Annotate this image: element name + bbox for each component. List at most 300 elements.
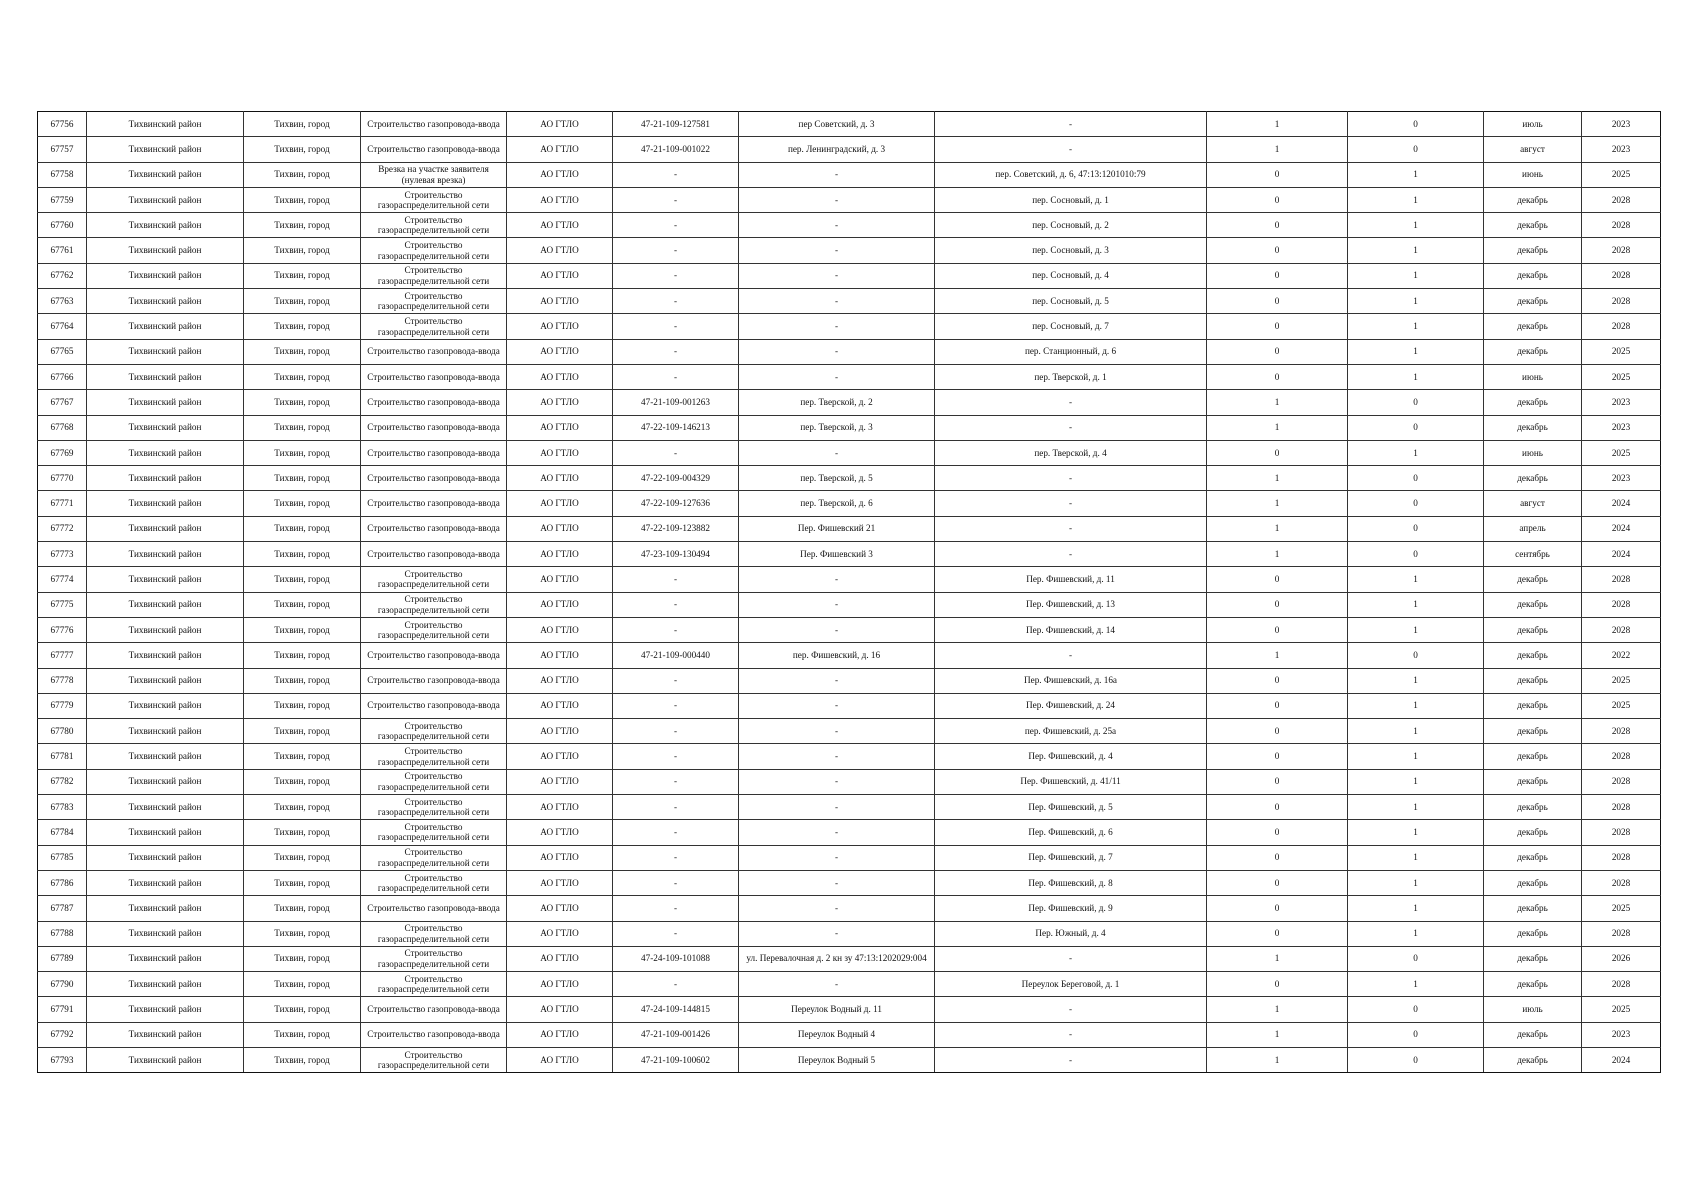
work-type-cell: Строительство газораспределительной сети	[361, 187, 507, 212]
organization-cell: АО ГТЛО	[507, 617, 613, 642]
count-b-cell: 1	[1348, 668, 1484, 693]
settlement-cell: Тихвин, город	[244, 744, 361, 769]
work-type-cell: Строительство газопровода-ввода	[361, 516, 507, 541]
year-cell: 2023	[1582, 1022, 1661, 1047]
work-type-cell: Строительство газораспределительной сети	[361, 1047, 507, 1072]
organization-cell: АО ГТЛО	[507, 870, 613, 895]
count-b-cell: 1	[1348, 795, 1484, 820]
count-b-cell: 0	[1348, 643, 1484, 668]
work-type-cell: Строительство газораспределительной сети	[361, 946, 507, 971]
applicant-address-cell: -	[739, 719, 935, 744]
application-number-cell: -	[613, 314, 739, 339]
organization-cell: АО ГТЛО	[507, 845, 613, 870]
application-number-cell: -	[613, 339, 739, 364]
settlement-cell: Тихвин, город	[244, 921, 361, 946]
application-number-cell: -	[613, 845, 739, 870]
organization-cell: АО ГТЛО	[507, 719, 613, 744]
count-a-cell: 0	[1207, 162, 1348, 187]
year-cell: 2025	[1582, 896, 1661, 921]
count-a-cell: 1	[1207, 491, 1348, 516]
table-row	[38, 415, 1661, 440]
application-number-cell: 47-21-109-100602	[613, 1047, 739, 1072]
year-cell: 2025	[1582, 693, 1661, 718]
year-cell: 2022	[1582, 643, 1661, 668]
count-a-cell: 0	[1207, 921, 1348, 946]
district-cell: Тихвинский район	[87, 339, 244, 364]
count-b-cell: 0	[1348, 390, 1484, 415]
settlement-cell: Тихвин, город	[244, 946, 361, 971]
month-cell: август	[1484, 137, 1582, 162]
organization-cell: АО ГТЛО	[507, 972, 613, 997]
settlement-cell: Тихвин, город	[244, 390, 361, 415]
table-row	[38, 769, 1661, 794]
application-number-cell: -	[613, 744, 739, 769]
organization-cell: АО ГТЛО	[507, 390, 613, 415]
work-type-cell: Строительство газораспределительной сети	[361, 921, 507, 946]
count-b-cell: 1	[1348, 339, 1484, 364]
count-a-cell: 0	[1207, 314, 1348, 339]
work-type-cell: Строительство газопровода-ввода	[361, 1022, 507, 1047]
table-row	[38, 187, 1661, 212]
organization-cell: АО ГТЛО	[507, 693, 613, 718]
work-type-cell: Врезка на участке заявителя (нулевая врезка)	[361, 162, 507, 187]
id-cell: 67785	[38, 845, 87, 870]
organization-cell: АО ГТЛО	[507, 263, 613, 288]
applicant-address-cell: Пер. Фишевский 21	[739, 516, 935, 541]
count-a-cell: 0	[1207, 744, 1348, 769]
month-cell: декабрь	[1484, 314, 1582, 339]
count-a-cell: 0	[1207, 213, 1348, 238]
year-cell: 2023	[1582, 466, 1661, 491]
district-cell: Тихвинский район	[87, 921, 244, 946]
count-a-cell: 0	[1207, 263, 1348, 288]
count-a-cell: 0	[1207, 845, 1348, 870]
month-cell: декабрь	[1484, 896, 1582, 921]
month-cell: июнь	[1484, 440, 1582, 465]
work-type-cell: Строительство газораспределительной сети	[361, 972, 507, 997]
id-cell: 67777	[38, 643, 87, 668]
applicant-address-cell: -	[739, 769, 935, 794]
applicant-address-cell: -	[739, 238, 935, 263]
work-type-cell: Строительство газораспределительной сети	[361, 820, 507, 845]
count-b-cell: 1	[1348, 820, 1484, 845]
object-address-cell: -	[935, 997, 1207, 1022]
month-cell: декабрь	[1484, 339, 1582, 364]
settlement-cell: Тихвин, город	[244, 567, 361, 592]
organization-cell: АО ГТЛО	[507, 339, 613, 364]
id-cell: 67770	[38, 466, 87, 491]
month-cell: декабрь	[1484, 263, 1582, 288]
work-type-cell: Строительство газопровода-ввода	[361, 466, 507, 491]
settlement-cell: Тихвин, город	[244, 845, 361, 870]
object-address-cell: Пер. Фишевский, д. 16а	[935, 668, 1207, 693]
year-cell: 2028	[1582, 238, 1661, 263]
district-cell: Тихвинский район	[87, 795, 244, 820]
year-cell: 2025	[1582, 997, 1661, 1022]
settlement-cell: Тихвин, город	[244, 896, 361, 921]
count-b-cell: 0	[1348, 997, 1484, 1022]
object-address-cell: пер. Тверской, д. 4	[935, 440, 1207, 465]
year-cell: 2023	[1582, 137, 1661, 162]
month-cell: декабрь	[1484, 845, 1582, 870]
settlement-cell: Тихвин, город	[244, 314, 361, 339]
document-page	[37, 111, 1660, 1073]
district-cell: Тихвинский район	[87, 112, 244, 137]
id-cell: 67776	[38, 617, 87, 642]
settlement-cell: Тихвин, город	[244, 972, 361, 997]
id-cell: 67773	[38, 542, 87, 567]
organization-cell: АО ГТЛО	[507, 289, 613, 314]
application-number-cell: 47-21-109-001022	[613, 137, 739, 162]
year-cell: 2028	[1582, 592, 1661, 617]
object-address-cell: -	[935, 415, 1207, 440]
month-cell: декабрь	[1484, 415, 1582, 440]
month-cell: декабрь	[1484, 187, 1582, 212]
district-cell: Тихвинский район	[87, 617, 244, 642]
object-address-cell: пер. Фишевский, д. 25а	[935, 719, 1207, 744]
district-cell: Тихвинский район	[87, 516, 244, 541]
work-type-cell: Строительство газопровода-ввода	[361, 390, 507, 415]
year-cell: 2025	[1582, 162, 1661, 187]
application-number-cell: 47-22-109-127636	[613, 491, 739, 516]
count-b-cell: 0	[1348, 946, 1484, 971]
object-address-cell: Пер. Фишевский, д. 4	[935, 744, 1207, 769]
table-row	[38, 921, 1661, 946]
object-address-cell: Пер. Фишевский, д. 11	[935, 567, 1207, 592]
work-type-cell: Строительство газопровода-ввода	[361, 896, 507, 921]
organization-cell: АО ГТЛО	[507, 921, 613, 946]
table-row	[38, 744, 1661, 769]
object-address-cell: пер. Сосновый, д. 5	[935, 289, 1207, 314]
year-cell: 2028	[1582, 870, 1661, 895]
id-cell: 67771	[38, 491, 87, 516]
count-a-cell: 1	[1207, 946, 1348, 971]
count-b-cell: 1	[1348, 263, 1484, 288]
district-cell: Тихвинский район	[87, 466, 244, 491]
district-cell: Тихвинский район	[87, 390, 244, 415]
object-address-cell: пер. Сосновый, д. 7	[935, 314, 1207, 339]
organization-cell: АО ГТЛО	[507, 314, 613, 339]
organization-cell: АО ГТЛО	[507, 567, 613, 592]
year-cell: 2028	[1582, 617, 1661, 642]
object-address-cell: -	[935, 542, 1207, 567]
organization-cell: АО ГТЛО	[507, 162, 613, 187]
application-number-cell: 47-22-109-004329	[613, 466, 739, 491]
application-number-cell: 47-23-109-130494	[613, 542, 739, 567]
id-cell: 67767	[38, 390, 87, 415]
applicant-address-cell: Переулок Водный 4	[739, 1022, 935, 1047]
id-cell: 67769	[38, 440, 87, 465]
table-row	[38, 339, 1661, 364]
year-cell: 2028	[1582, 744, 1661, 769]
month-cell: декабрь	[1484, 769, 1582, 794]
id-cell: 67786	[38, 870, 87, 895]
month-cell: декабрь	[1484, 213, 1582, 238]
applicant-address-cell: -	[739, 187, 935, 212]
settlement-cell: Тихвин, город	[244, 187, 361, 212]
district-cell: Тихвинский район	[87, 415, 244, 440]
applicant-address-cell: -	[739, 845, 935, 870]
settlement-cell: Тихвин, город	[244, 997, 361, 1022]
object-address-cell: -	[935, 390, 1207, 415]
organization-cell: АО ГТЛО	[507, 137, 613, 162]
id-cell: 67764	[38, 314, 87, 339]
settlement-cell: Тихвин, город	[244, 668, 361, 693]
count-b-cell: 0	[1348, 491, 1484, 516]
organization-cell: АО ГТЛО	[507, 187, 613, 212]
applicant-address-cell: -	[739, 820, 935, 845]
year-cell: 2028	[1582, 187, 1661, 212]
table-row	[38, 592, 1661, 617]
year-cell: 2024	[1582, 1047, 1661, 1072]
application-number-cell: -	[613, 769, 739, 794]
applicant-address-cell: -	[739, 693, 935, 718]
count-b-cell: 1	[1348, 238, 1484, 263]
year-cell: 2025	[1582, 668, 1661, 693]
count-b-cell: 1	[1348, 845, 1484, 870]
work-type-cell: Строительство газопровода-ввода	[361, 339, 507, 364]
work-type-cell: Строительство газораспределительной сети	[361, 617, 507, 642]
year-cell: 2028	[1582, 289, 1661, 314]
count-b-cell: 1	[1348, 972, 1484, 997]
applicant-address-cell: -	[739, 314, 935, 339]
work-type-cell: Строительство газопровода-ввода	[361, 643, 507, 668]
month-cell: декабрь	[1484, 744, 1582, 769]
count-a-cell: 1	[1207, 1047, 1348, 1072]
district-cell: Тихвинский район	[87, 896, 244, 921]
applicant-address-cell: -	[739, 896, 935, 921]
count-a-cell: 0	[1207, 870, 1348, 895]
table-row	[38, 137, 1661, 162]
organization-cell: АО ГТЛО	[507, 668, 613, 693]
month-cell: декабрь	[1484, 643, 1582, 668]
application-number-cell: -	[613, 972, 739, 997]
application-number-cell: -	[613, 870, 739, 895]
month-cell: апрель	[1484, 516, 1582, 541]
district-cell: Тихвинский район	[87, 693, 244, 718]
month-cell: июнь	[1484, 364, 1582, 389]
district-cell: Тихвинский район	[87, 440, 244, 465]
object-address-cell: Пер. Фишевский, д. 14	[935, 617, 1207, 642]
district-cell: Тихвинский район	[87, 744, 244, 769]
organization-cell: АО ГТЛО	[507, 491, 613, 516]
id-cell: 67778	[38, 668, 87, 693]
count-b-cell: 0	[1348, 516, 1484, 541]
object-address-cell: пер. Советский, д. 6, 47:13:1201010:79	[935, 162, 1207, 187]
id-cell: 67756	[38, 112, 87, 137]
table-row	[38, 668, 1661, 693]
applicant-address-cell: -	[739, 162, 935, 187]
object-address-cell: -	[935, 1047, 1207, 1072]
application-number-cell: -	[613, 263, 739, 288]
id-cell: 67759	[38, 187, 87, 212]
count-b-cell: 1	[1348, 896, 1484, 921]
applicant-address-cell: ул. Перевалочная д. 2 кн зу 47:13:1202029:004	[739, 946, 935, 971]
settlement-cell: Тихвин, город	[244, 263, 361, 288]
work-type-cell: Строительство газораспределительной сети	[361, 263, 507, 288]
object-address-cell: Пер. Южный, д. 4	[935, 921, 1207, 946]
count-b-cell: 1	[1348, 617, 1484, 642]
applicant-address-cell: -	[739, 263, 935, 288]
applicant-address-cell: пер. Тверской, д. 2	[739, 390, 935, 415]
count-b-cell: 1	[1348, 187, 1484, 212]
table-row	[38, 946, 1661, 971]
applicant-address-cell: пер. Фишевский, д. 16	[739, 643, 935, 668]
month-cell: декабрь	[1484, 238, 1582, 263]
application-number-cell: -	[613, 820, 739, 845]
id-cell: 67789	[38, 946, 87, 971]
count-b-cell: 0	[1348, 466, 1484, 491]
district-cell: Тихвинский район	[87, 592, 244, 617]
count-b-cell: 1	[1348, 314, 1484, 339]
object-address-cell: -	[935, 137, 1207, 162]
month-cell: декабрь	[1484, 390, 1582, 415]
object-address-cell: Пер. Фишевский, д. 24	[935, 693, 1207, 718]
district-cell: Тихвинский район	[87, 972, 244, 997]
settlement-cell: Тихвин, город	[244, 870, 361, 895]
year-cell: 2028	[1582, 921, 1661, 946]
count-a-cell: 0	[1207, 364, 1348, 389]
id-cell: 67783	[38, 795, 87, 820]
id-cell: 67790	[38, 972, 87, 997]
settlement-cell: Тихвин, город	[244, 364, 361, 389]
organization-cell: АО ГТЛО	[507, 516, 613, 541]
work-type-cell: Строительство газораспределительной сети	[361, 314, 507, 339]
work-type-cell: Строительство газораспределительной сети	[361, 592, 507, 617]
count-a-cell: 1	[1207, 137, 1348, 162]
application-number-cell: 47-21-109-000440	[613, 643, 739, 668]
applicant-address-cell: -	[739, 617, 935, 642]
count-b-cell: 1	[1348, 592, 1484, 617]
application-number-cell: -	[613, 693, 739, 718]
month-cell: декабрь	[1484, 289, 1582, 314]
application-number-cell: -	[613, 795, 739, 820]
district-cell: Тихвинский район	[87, 946, 244, 971]
id-cell: 67766	[38, 364, 87, 389]
count-b-cell: 1	[1348, 921, 1484, 946]
count-a-cell: 1	[1207, 1022, 1348, 1047]
year-cell: 2028	[1582, 213, 1661, 238]
object-address-cell: -	[935, 491, 1207, 516]
settlement-cell: Тихвин, город	[244, 238, 361, 263]
table-row	[38, 364, 1661, 389]
organization-cell: АО ГТЛО	[507, 769, 613, 794]
application-number-cell: 47-24-109-101088	[613, 946, 739, 971]
settlement-cell: Тихвин, город	[244, 719, 361, 744]
organization-cell: АО ГТЛО	[507, 466, 613, 491]
work-type-cell: Строительство газопровода-ввода	[361, 440, 507, 465]
count-b-cell: 1	[1348, 769, 1484, 794]
count-b-cell: 1	[1348, 213, 1484, 238]
work-type-cell: Строительство газораспределительной сети	[361, 795, 507, 820]
work-type-cell: Строительство газопровода-ввода	[361, 668, 507, 693]
organization-cell: АО ГТЛО	[507, 997, 613, 1022]
application-number-cell: 47-21-109-127581	[613, 112, 739, 137]
object-address-cell: -	[935, 1022, 1207, 1047]
settlement-cell: Тихвин, город	[244, 693, 361, 718]
applicant-address-cell: -	[739, 795, 935, 820]
district-cell: Тихвинский район	[87, 820, 244, 845]
count-b-cell: 1	[1348, 719, 1484, 744]
applicant-address-cell: Пер. Фишевский 3	[739, 542, 935, 567]
settlement-cell: Тихвин, город	[244, 643, 361, 668]
application-number-cell: -	[613, 364, 739, 389]
application-number-cell: -	[613, 592, 739, 617]
table-body	[38, 112, 1661, 1073]
table-row	[38, 643, 1661, 668]
application-number-cell: -	[613, 187, 739, 212]
id-cell: 67762	[38, 263, 87, 288]
district-cell: Тихвинский район	[87, 213, 244, 238]
applicant-address-cell: -	[739, 592, 935, 617]
work-type-cell: Строительство газораспределительной сети	[361, 719, 507, 744]
object-address-cell: Пер. Фишевский, д. 5	[935, 795, 1207, 820]
count-b-cell: 1	[1348, 162, 1484, 187]
year-cell: 2028	[1582, 820, 1661, 845]
object-address-cell: Переулок Береговой, д. 1	[935, 972, 1207, 997]
applicant-address-cell: -	[739, 870, 935, 895]
object-address-cell: -	[935, 112, 1207, 137]
settlement-cell: Тихвин, город	[244, 820, 361, 845]
object-address-cell: пер. Станционный, д. 6	[935, 339, 1207, 364]
gasification-table	[37, 111, 1661, 1073]
table-row	[38, 617, 1661, 642]
count-b-cell: 0	[1348, 137, 1484, 162]
settlement-cell: Тихвин, город	[244, 1022, 361, 1047]
applicant-address-cell: Переулок Водный д. 11	[739, 997, 935, 1022]
settlement-cell: Тихвин, город	[244, 617, 361, 642]
table-row	[38, 795, 1661, 820]
application-number-cell: -	[613, 896, 739, 921]
year-cell: 2028	[1582, 263, 1661, 288]
settlement-cell: Тихвин, город	[244, 592, 361, 617]
work-type-cell: Строительство газораспределительной сети	[361, 744, 507, 769]
table-row	[38, 390, 1661, 415]
district-cell: Тихвинский район	[87, 263, 244, 288]
object-address-cell: Пер. Фишевский, д. 6	[935, 820, 1207, 845]
id-cell: 67784	[38, 820, 87, 845]
count-b-cell: 1	[1348, 289, 1484, 314]
id-cell: 67768	[38, 415, 87, 440]
applicant-address-cell: -	[739, 921, 935, 946]
settlement-cell: Тихвин, город	[244, 466, 361, 491]
year-cell: 2023	[1582, 112, 1661, 137]
object-address-cell: -	[935, 946, 1207, 971]
application-number-cell: 47-21-109-001263	[613, 390, 739, 415]
count-b-cell: 0	[1348, 112, 1484, 137]
organization-cell: АО ГТЛО	[507, 1022, 613, 1047]
table-row	[38, 896, 1661, 921]
year-cell: 2023	[1582, 415, 1661, 440]
count-a-cell: 1	[1207, 390, 1348, 415]
organization-cell: АО ГТЛО	[507, 542, 613, 567]
table-row	[38, 820, 1661, 845]
settlement-cell: Тихвин, город	[244, 516, 361, 541]
organization-cell: АО ГТЛО	[507, 364, 613, 389]
application-number-cell: 47-24-109-144815	[613, 997, 739, 1022]
month-cell: декабрь	[1484, 719, 1582, 744]
district-cell: Тихвинский район	[87, 997, 244, 1022]
organization-cell: АО ГТЛО	[507, 946, 613, 971]
object-address-cell: Пер. Фишевский, д. 7	[935, 845, 1207, 870]
id-cell: 67765	[38, 339, 87, 364]
count-a-cell: 0	[1207, 896, 1348, 921]
month-cell: июль	[1484, 112, 1582, 137]
month-cell: декабрь	[1484, 946, 1582, 971]
year-cell: 2026	[1582, 946, 1661, 971]
table-row	[38, 719, 1661, 744]
application-number-cell: -	[613, 668, 739, 693]
